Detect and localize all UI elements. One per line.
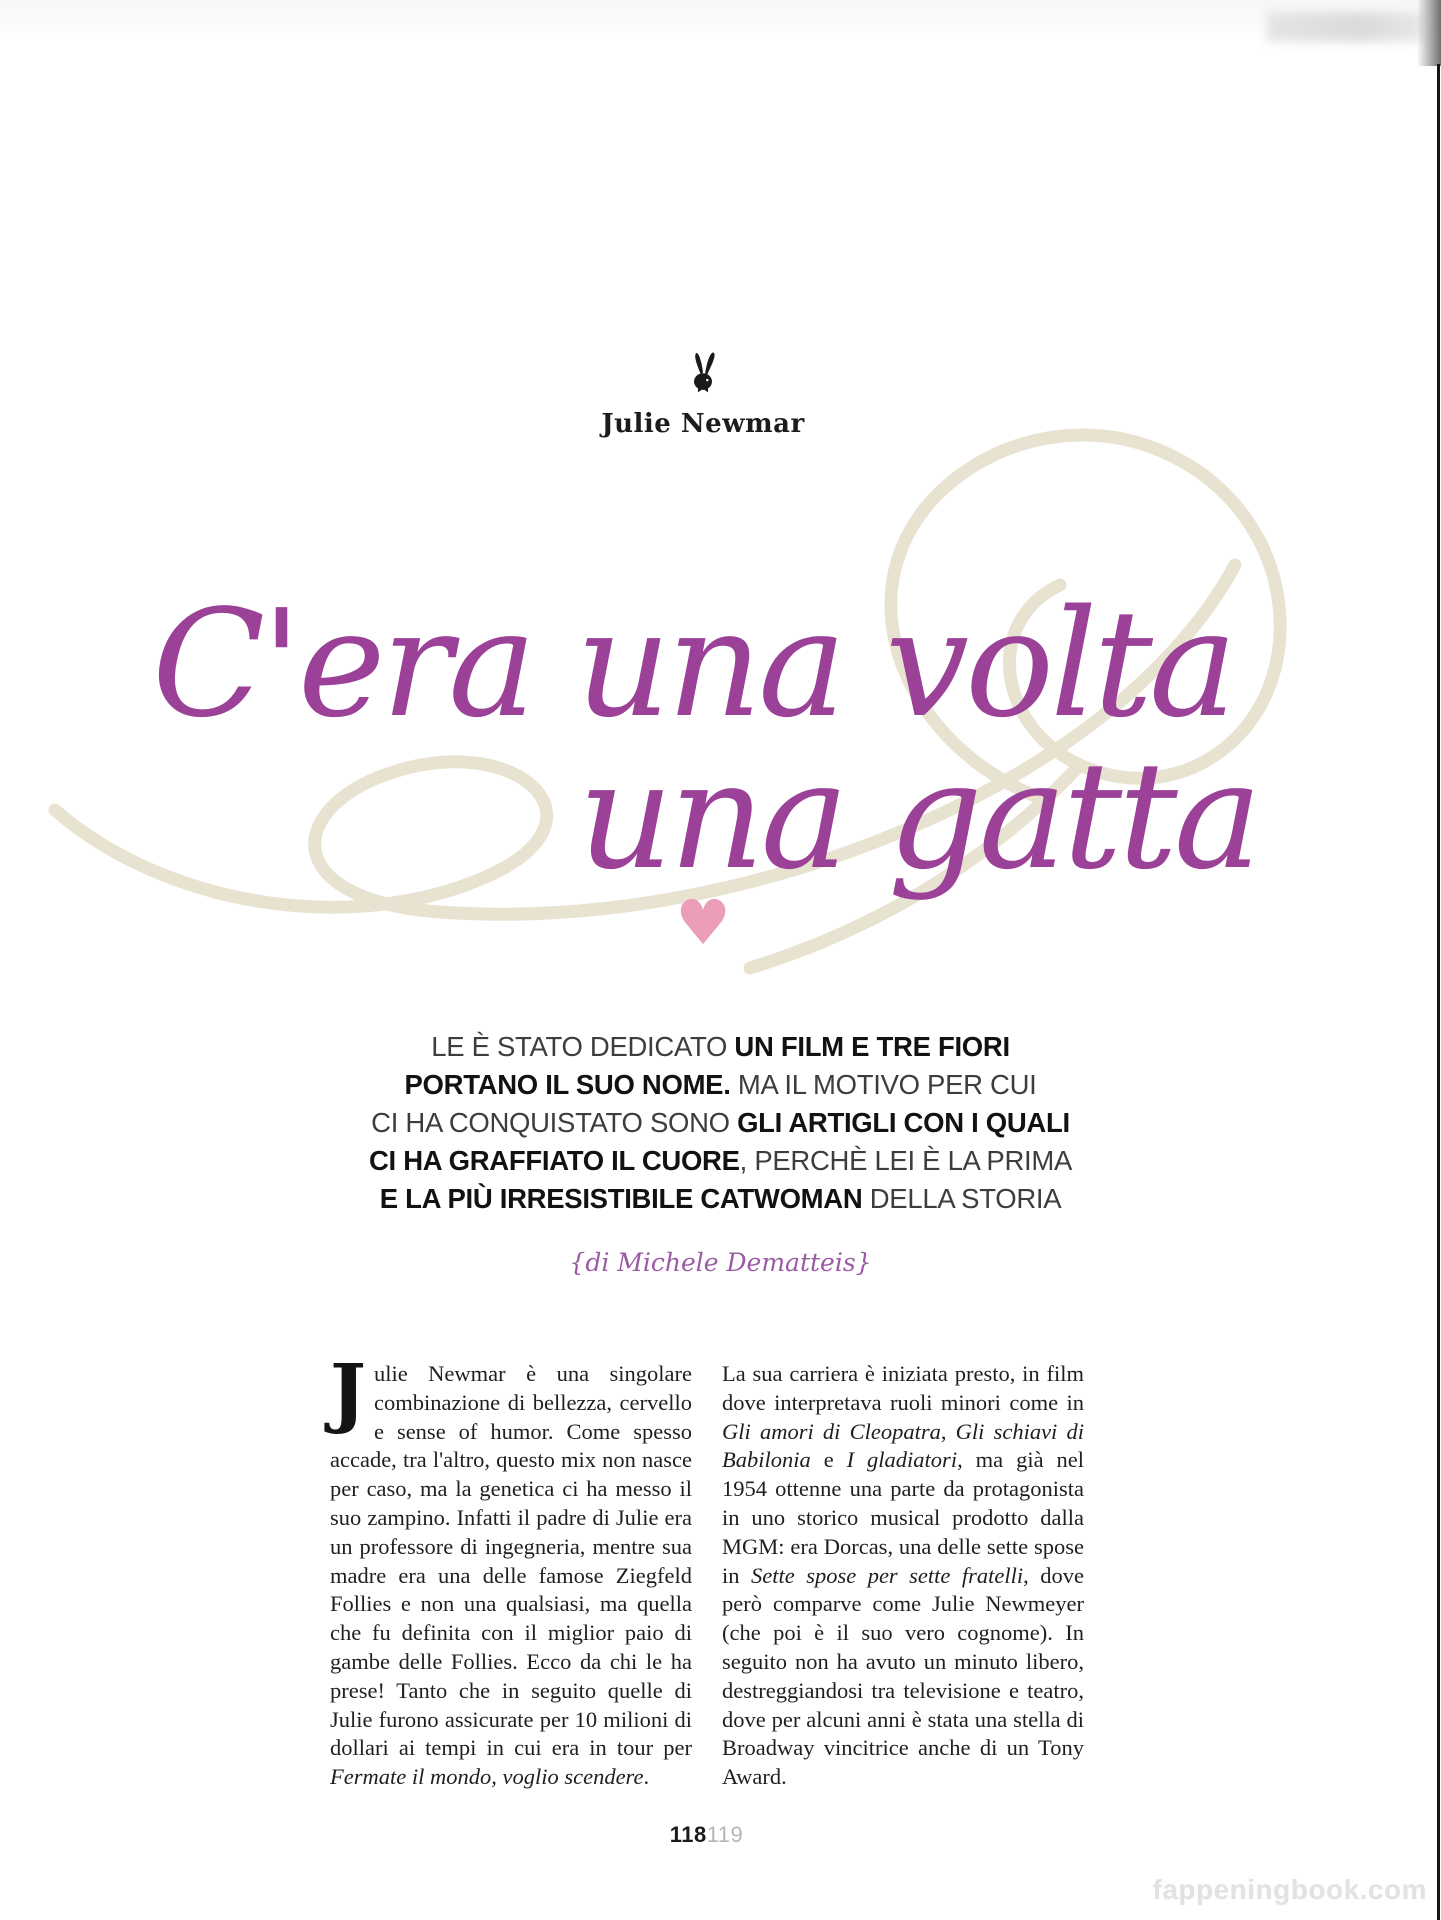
heart-icon: ♥ bbox=[675, 886, 731, 959]
scan-edge-corner-shadow bbox=[1417, 0, 1441, 66]
article-text-right: La sua carriera è iniziata presto, in film dove interpretava ruoli minori come in Gli amori di Cleopatra, Gli schiavi di Babilonia e I gladiatori, ma già nel 1954 ottenne una parte da protagonista in uno storico musical prodotto dalla MGM: era Dorcas, una delle sette spose in Sette spose per sette fratelli, dove però comparve come Julie Newmeyer (che poi è il suo vero cognome). In seguito non ha avuto un minuto libero, destreggiandosi tra televisione e teatro, dove per alcuni anni è stata una stella di Broadway vincitrice anche di un Tony Award. bbox=[722, 1361, 1084, 1790]
headline-line-2: una gatta bbox=[578, 730, 1259, 902]
byline: {di Michele Dematteis} bbox=[569, 1248, 872, 1277]
standfirst bbox=[0, 1028, 1441, 1218]
article-text-left: ulie Newmar è una singolare combinazione di bellezza, cervello e sense of humor. Come spesso accade, tra l'altro, questo mix non nasce per caso, ma la genetica ci ha messo il suo zampino. Infatti il padre di Julie era un professore di ingegneria, mentre sua madre era una delle famose Ziegfeld Follies e non una qualsiasi, ma quella che fu definita con il miglior paio di gambe delle Follies. Ecco da chi le ha prese! Tanto che in seguito quelle di Julie furono assicurate per 10 milioni di dollari ai tempi in cui era in tour per Fermate il mondo, voglio scendere. bbox=[330, 1361, 692, 1790]
scan-top-haze bbox=[0, 0, 1441, 40]
scan-watermark-smudge bbox=[1266, 12, 1424, 42]
playboy-bunny-icon bbox=[685, 348, 721, 400]
folio bbox=[0, 1822, 1413, 1848]
page-number-right: 119 bbox=[706, 1822, 744, 1847]
standfirst-line: PORTANO IL SUO NOME. MA IL MOTIVO PER CUI bbox=[404, 1069, 1037, 1100]
scan-edge-line bbox=[1437, 64, 1440, 1920]
standfirst-line: E LA PIÙ IRRESISTIBILE CATWOMAN DELLA STORIA bbox=[379, 1183, 1062, 1214]
kicker-title: Julie Newmar bbox=[601, 409, 805, 439]
drop-cap: J bbox=[330, 1347, 366, 1436]
article-column-left bbox=[330, 1347, 692, 1792]
standfirst-line: LE È STATO DEDICATO UN FILM E TRE FIORI bbox=[431, 1031, 1010, 1062]
page-number-left: 118 bbox=[669, 1822, 707, 1847]
standfirst-line: CI HA GRAFFIATO IL CUORE, PERCHÈ LEI È LA PRIMA bbox=[368, 1145, 1073, 1176]
kicker-block bbox=[553, 348, 853, 439]
standfirst-line: CI HA CONQUISTATO SONO GLI ARTIGLI CON I QUALI bbox=[371, 1107, 1070, 1138]
article-column-right bbox=[722, 1360, 1084, 1792]
site-watermark: fappeningbook.com bbox=[1152, 1874, 1427, 1905]
headline-line-1: C'era una volta bbox=[152, 578, 1234, 750]
